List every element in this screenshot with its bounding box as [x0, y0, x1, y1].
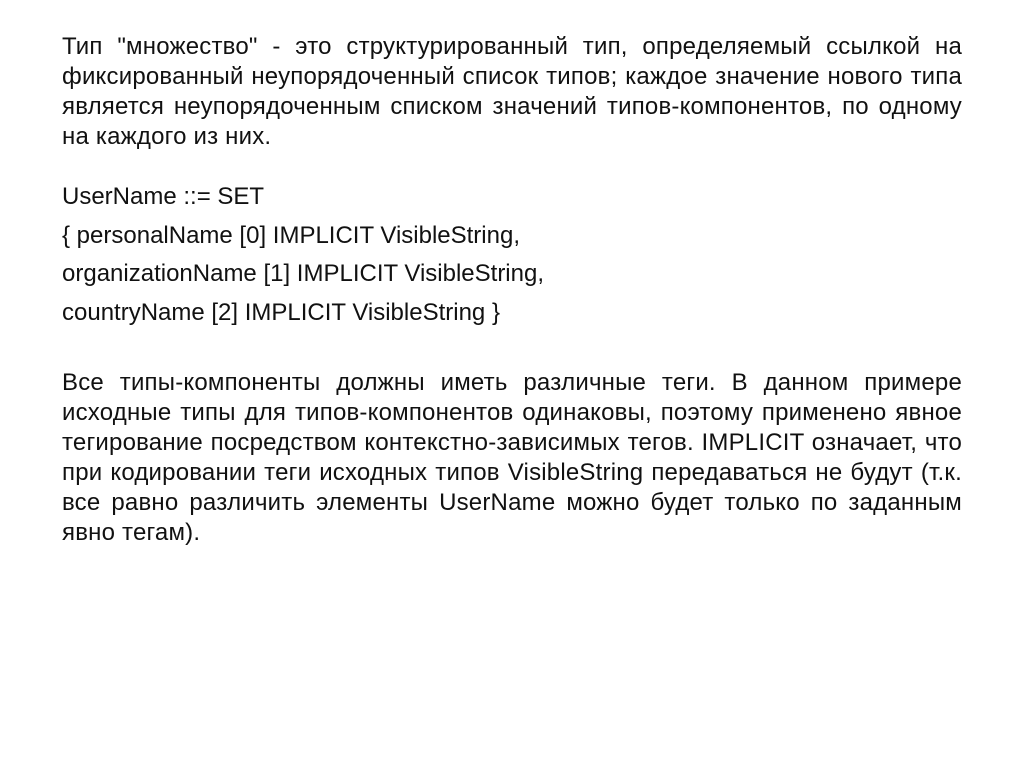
explanation-paragraph: Все типы-компоненты должны иметь различные теги. В данном примере исходные типы для типов-компонентов одинаковы, поэтому применено явное тегирование посредством контекстно-зависимых тегов. IMPLICIT означает, что при кодировании теги исходных типов VisibleString передаваться не будут (т.к. все равно различить элементы UserName можно будет только по заданным явно тегам). [62, 369, 962, 546]
asn1-code-block [62, 178, 962, 332]
intro-paragraph: Тип "множество" - это структурированный тип, определяемый ссылкой на фиксированный неупорядоченный список типов; каждое значение нового типа является неупорядоченным списком значений типов-компонентов, по одному на каждого из них. [62, 33, 962, 150]
code-line: countryName [2] IMPLICIT VisibleString } [62, 298, 500, 326]
slide-content [62, 32, 962, 548]
code-line: organizationName [1] IMPLICIT VisibleString, [62, 260, 545, 287]
code-line: { personalName [0] IMPLICIT VisibleString, [62, 221, 520, 249]
code-line: UserName ::= SET [62, 183, 265, 210]
